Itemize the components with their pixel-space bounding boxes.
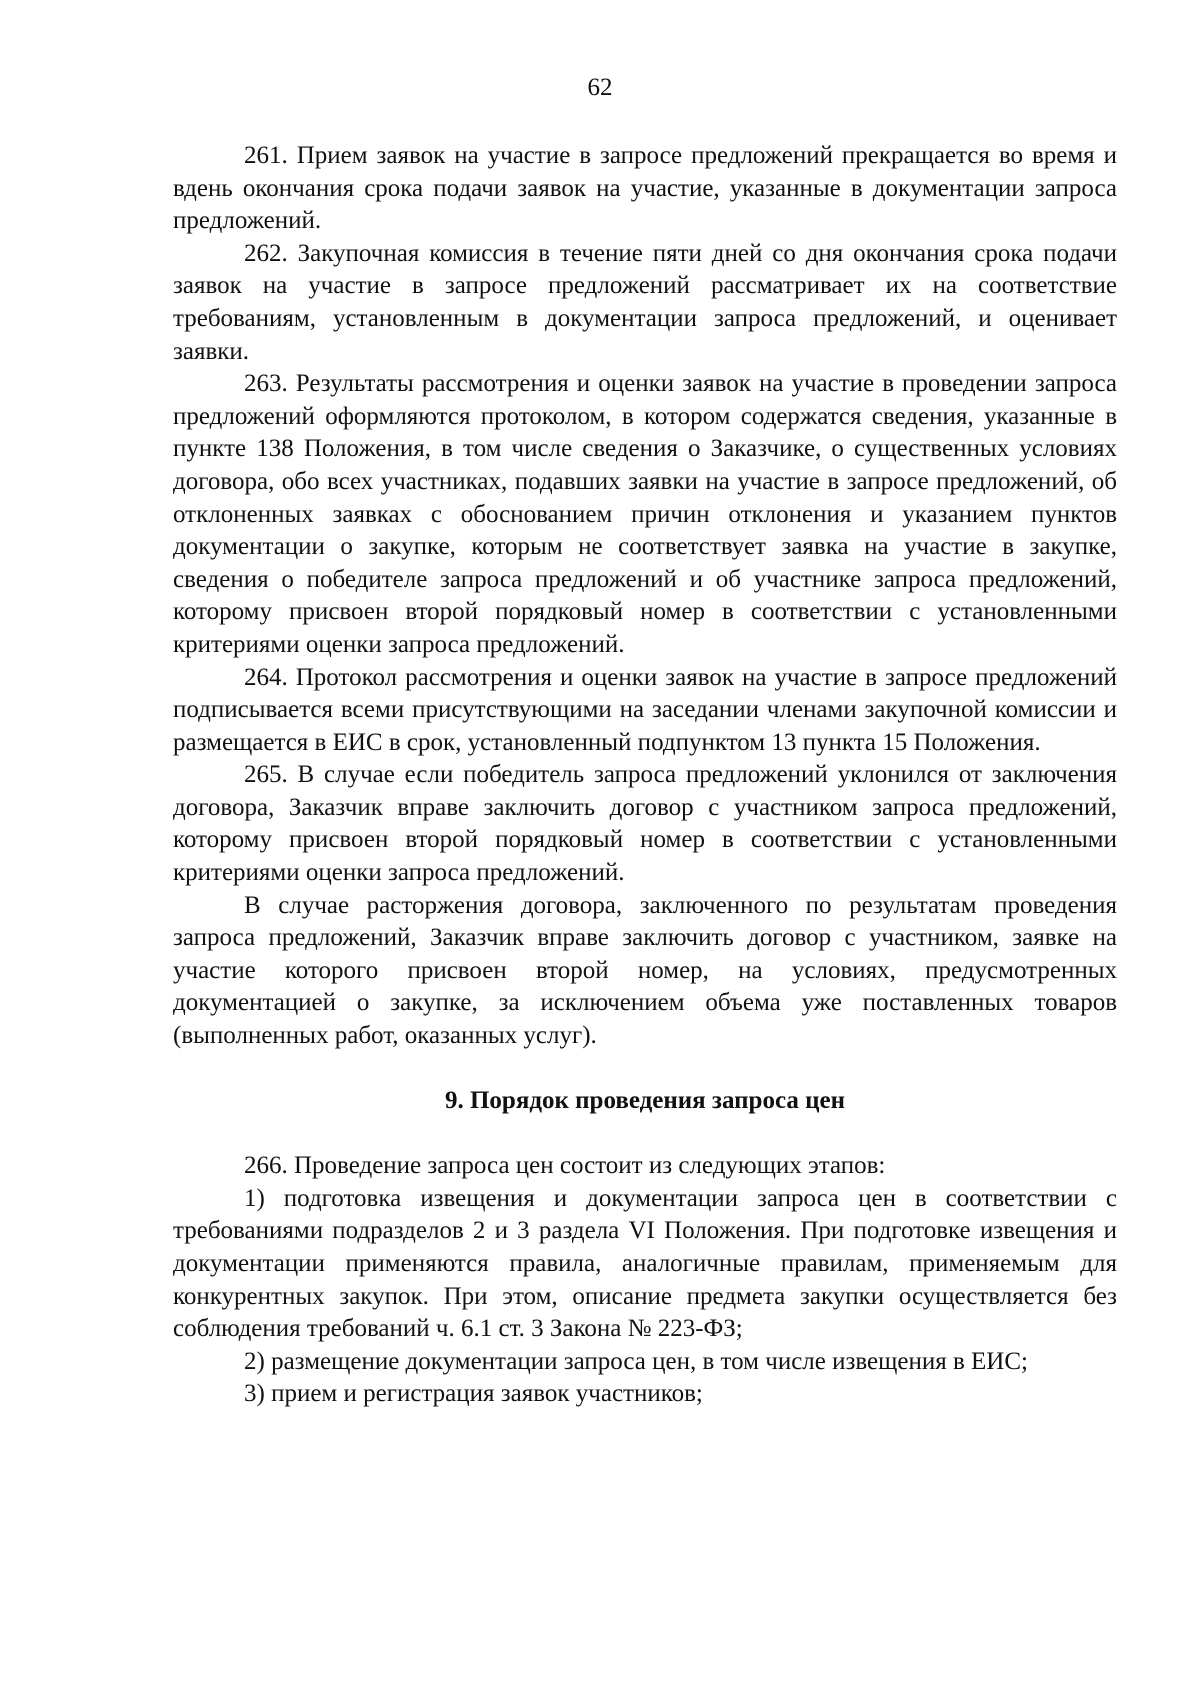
document-body <box>173 140 1117 1411</box>
paragraph-261: 261. Прием заявок на участие в запросе предложений прекращается во время и вдень окончания срока подачи заявок на участие, указанные в документации запроса предложений. <box>173 142 1117 235</box>
list-item-2: 2) размещение документации запроса цен, в том числе извещения в ЕИС; <box>244 1347 1028 1375</box>
list-item-3: 3) прием и регистрация заявок участников; <box>244 1380 703 1408</box>
paragraph-263: 263. Результаты рассмотрения и оценки заявок на участие в проведении запроса предложений оформляются протоколом, в котором содержатся сведения, указанные в пункте 138 Положения, в том числе сведения о Заказчике, о существенных условиях договора, обо всех участниках, подавших заявки на участие в запросе предложений, об отклоненных заявках с обоснованием причин отклонения и указанием пунктов документации о закупке, которым не соответствует заявка на участие в закупке, сведения о победителе запроса предложений и об участнике запроса предложений, которому присвоен второй порядковый номер в соответствии с установленными критериями оценки запроса предложений. <box>173 370 1117 658</box>
paragraph-266: 266. Проведение запроса цен состоит из следующих этапов: <box>244 1152 886 1180</box>
paragraph-262: 262. Закупочная комиссия в течение пяти дней со дня окончания срока подачи заявок на участие в запросе предложений рассматривает их на соответствие требованиям, установленным в документации запроса предложений, и оценивает заявки. <box>173 239 1117 365</box>
paragraph-264: 264. Протокол рассмотрения и оценки заявок на участие в запросе предложений подписывается всеми присутствующими на заседании членами закупочной комиссии и размещается в ЕИС в срок, установленный подпунктом 13 пункта 15 Положения. <box>173 663 1117 756</box>
paragraph-265: 265. В случае если победитель запроса предложений уклонился от заключения договора, Заказчик вправе заключить договор с участником запроса предложений, которому присвоен второй порядковый номер в соответствии с установленными критериями оценки запроса предложений. <box>173 761 1117 887</box>
list-item-1: 1) подготовка извещения и документации запроса цен в соответствии с требованиями подразделов 2 и 3 раздела VI Положения. При подготовке извещения и документации применяются правила, аналогичные правилам, применяемым для конкурентных закупок. При этом, описание предмета закупки осуществляется без соблюдения требований ч. 6.1 ст. 3 Закона № 223-ФЗ; <box>173 1184 1117 1343</box>
page-number: 62 <box>587 74 613 101</box>
section-heading: 9. Порядок проведения запроса цен <box>444 1086 846 1114</box>
paragraph-265-continuation: В случае расторжения договора, заключенного по результатам проведения запроса предложений, Заказчик вправе заключить договор с участником, заявке на участие которого присвоен второй номер, на условиях, предусмотренных документацией о закупке, за исключением объема уже поставленных товаров (выполненных работ, оказанных услуг). <box>173 891 1117 1050</box>
